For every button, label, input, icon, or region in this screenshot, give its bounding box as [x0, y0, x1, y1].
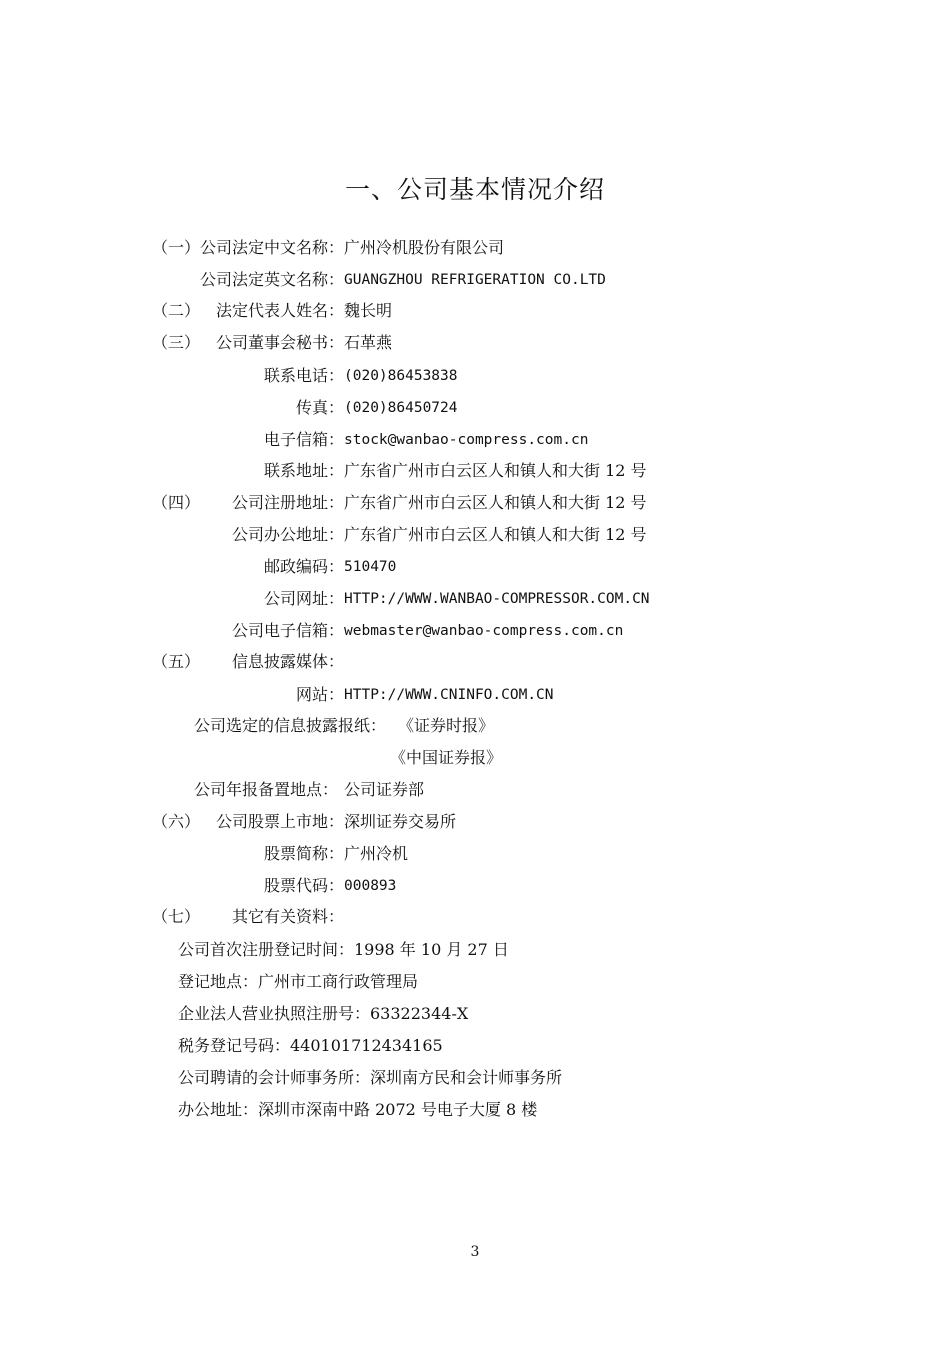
section-num: （七） — [152, 907, 201, 926]
contact-address-value: 广东省广州市白云区人和镇人和大街 12 号 — [344, 461, 647, 480]
phone-label: 联系电话： — [263, 366, 344, 385]
reg-address-value: 广东省广州市白云区人和镇人和大街 12 号 — [344, 493, 647, 512]
company-email-label: 公司电子信箱： — [231, 621, 344, 640]
section-num: （五） — [152, 652, 201, 671]
contact-address-label: 联系地址： — [263, 461, 344, 480]
section-num: （四） — [152, 493, 201, 512]
report-place-label: 公司年报备置地点： — [194, 780, 339, 799]
newspaper-value-1: 《证券时报》 — [398, 716, 495, 735]
office-address-label: 公司办公地址： — [231, 525, 344, 544]
section-num: （二） — [152, 301, 201, 320]
business-license-number: 企业法人营业执照注册号：63322344-X — [178, 1004, 469, 1023]
secretary-label: 公司董事会秘书： — [215, 333, 344, 352]
reg-address-label: 公司注册地址： — [231, 493, 344, 512]
office-address-value: 广东省广州市白云区人和镇人和大街 12 号 — [344, 525, 647, 544]
exchange-value: 深圳证券交易所 — [344, 812, 457, 831]
registration-place: 登记地点：广州市工商行政管理局 — [178, 972, 419, 991]
page-title: 一、公司基本情况介绍 — [344, 175, 605, 204]
en-name-value: GUANGZHOU REFRIGERATION CO.LTD — [344, 272, 606, 288]
website-label: 公司网址： — [263, 589, 344, 608]
email-value: stock@wanbao-compress.com.cn — [344, 432, 589, 448]
report-place-value: 公司证券部 — [344, 780, 425, 799]
stock-code-value: 000893 — [344, 878, 397, 894]
section-num: （三） — [152, 333, 201, 352]
secretary-value: 石革燕 — [344, 333, 393, 352]
stock-abbr-value: 广州冷机 — [344, 844, 409, 863]
cn-name-value: 广州冷机股份有限公司 — [344, 238, 505, 257]
section-num: （一） — [152, 238, 201, 257]
media-label: 信息披露媒体： — [231, 652, 344, 671]
page-number: 3 — [470, 1244, 480, 1260]
postcode-value: 510470 — [344, 559, 397, 575]
phone-value: (020)86453838 — [344, 368, 458, 384]
company-email-value: webmaster@wanbao-compress.com.cn — [344, 623, 624, 639]
stock-abbr-label: 股票简称： — [263, 844, 344, 863]
other-label: 其它有关资料： — [231, 907, 344, 926]
newspaper-label: 公司选定的信息披露报纸： — [194, 716, 387, 735]
cn-name-label: 公司法定中文名称： — [199, 238, 344, 257]
legal-rep-value: 魏长明 — [344, 301, 393, 320]
website-link[interactable]: HTTP://WWW.WANBAO-COMPRESSOR.COM.CN — [344, 591, 650, 607]
legal-rep-label: 法定代表人姓名： — [215, 301, 344, 320]
exchange-label: 公司股票上市地： — [215, 812, 344, 831]
first-registration-date: 公司首次注册登记时间：1998 年 10 月 27 日 — [178, 940, 509, 959]
en-name-label: 公司法定英文名称： — [199, 270, 344, 289]
email-label: 电子信箱： — [263, 430, 344, 449]
postcode-label: 邮政编码： — [263, 557, 344, 576]
media-site-link[interactable]: HTTP://WWW.CNINFO.COM.CN — [344, 687, 554, 703]
newspaper-value-2: 《中国证券报》 — [390, 748, 503, 767]
fax-label: 传真： — [295, 398, 344, 417]
accounting-firm: 公司聘请的会计师事务所：深圳南方民和会计师事务所 — [178, 1068, 563, 1087]
section-num: （六） — [152, 812, 201, 831]
media-site-label: 网站： — [295, 685, 344, 704]
stock-code-label: 股票代码： — [263, 876, 344, 895]
tax-registration-number: 税务登记号码：440101712434165 — [178, 1036, 443, 1055]
accounting-firm-address: 办公地址：深圳市深南中路 2072 号电子大厦 8 楼 — [178, 1100, 538, 1119]
fax-value: (020)86450724 — [344, 400, 458, 416]
